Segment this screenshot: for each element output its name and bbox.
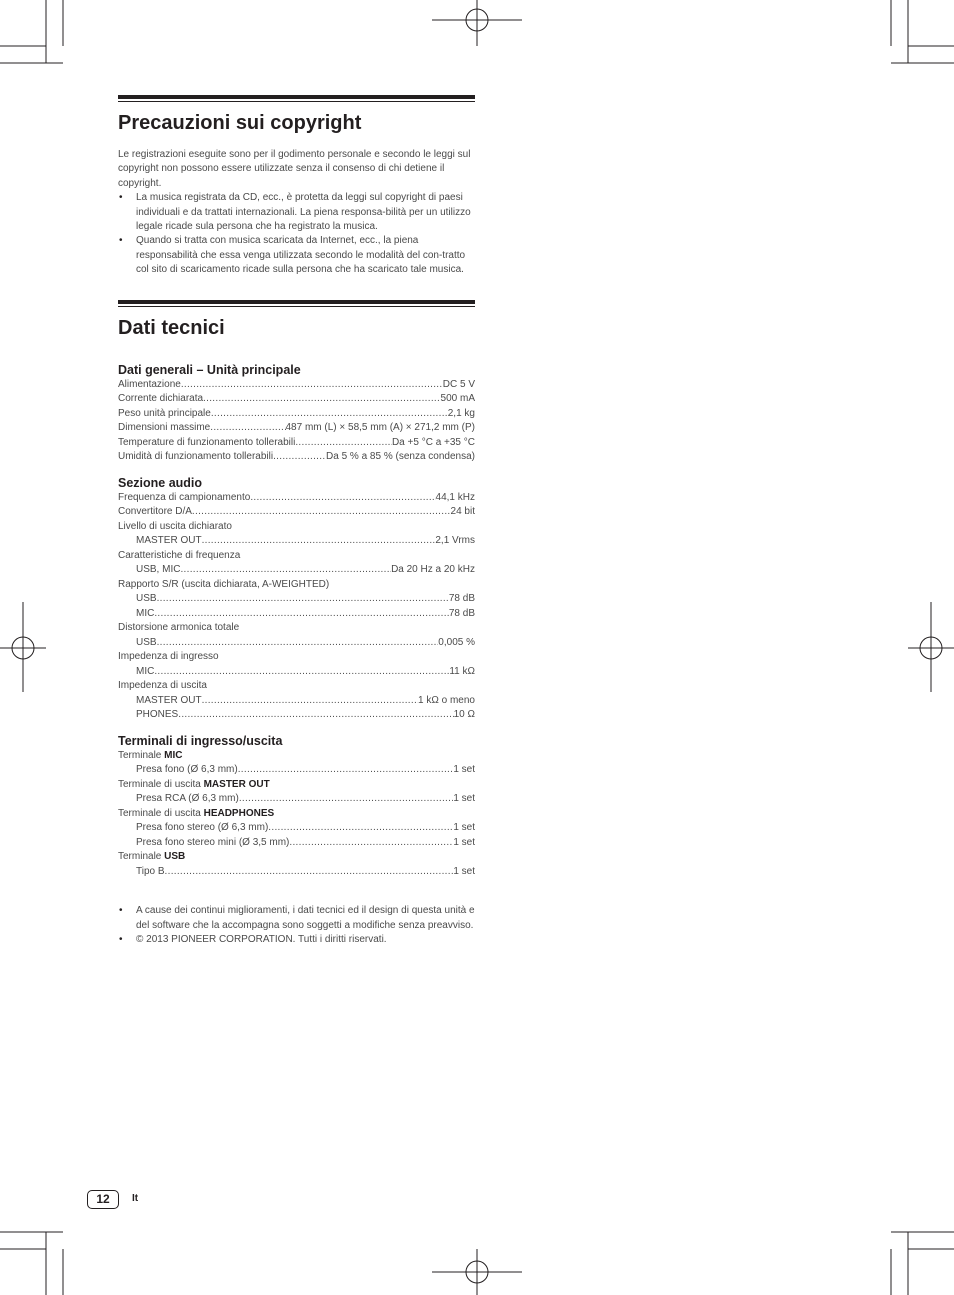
specs-title: Dati tecnici [118, 316, 225, 339]
spec-row: Alimentazione ..... DC 5 V [118, 378, 475, 393]
spec-notes [118, 904, 475, 947]
spec-row: PHONES ..... 10 Ω [118, 708, 475, 723]
list-item: • A cause dei continui miglioramenti, i dati tecnici ed il design di questa unità e del software che la accompagna sono soggetti a modifiche senza preavviso. [118, 904, 475, 933]
terminals-heading: Terminali di ingresso/uscita [118, 733, 283, 748]
section-rule-thin [118, 306, 475, 307]
audio-heading: Sezione audio [118, 475, 203, 490]
spec-row: Dimensioni massime ..... 487 mm (L) × 58,5 mm (A) × 271,2 mm (P) [118, 421, 475, 436]
section-rule [118, 95, 475, 99]
spec-label: Caratteristiche di frequenza [118, 549, 241, 561]
list-item: • © 2013 PIONEER CORPORATION. Tutti i diritti riservati. [118, 933, 475, 947]
spec-row: USB ..... 0,005 % [118, 636, 475, 651]
copyright-title: Precauzioni sui copyright [118, 112, 362, 134]
spec-row: Tipo B ..... 1 set [118, 865, 475, 880]
spec-label: Rapporto S/R (uscita dichiarata, A-WEIGHTED) [118, 578, 330, 590]
spec-label: Livello di uscita dichiarato [118, 520, 232, 532]
spec-row: MIC ..... 78 dB [118, 607, 475, 622]
spec-row: MASTER OUT ..... 2,1 Vrms [118, 534, 475, 549]
spec-row: Umidità di funzionamento tollerabili ..... Da 5 % a 85 % (senza condensa) [118, 450, 475, 465]
general-heading: Dati generali – Unità principale [118, 362, 301, 377]
terminal-label: Terminale USB [118, 851, 186, 863]
spec-row: MASTER OUT ..... 1 kΩ o meno [118, 694, 475, 709]
spec-row: Corrente dichiarata ..... 500 mA [118, 392, 475, 407]
terminal-label: Terminale MIC [118, 749, 183, 761]
content-column [118, 95, 475, 947]
spec-row: Presa fono stereo (Ø 6,3 mm) ..... 1 set [118, 821, 475, 836]
copyright-intro: Le registrazioni eseguite sono per il godimento personale e secondo le leggi sul copyright non possono essere utilizzate senza il consenso di chi detiene il copyright. [118, 149, 471, 189]
spec-row: Presa RCA (Ø 6,3 mm) ..... 1 set [118, 792, 475, 807]
section-rule [118, 300, 475, 304]
spec-row: Presa fono (Ø 6,3 mm) ..... 1 set [118, 763, 475, 778]
list-item: • La musica registrata da CD, ecc., è protetta da leggi sul copyright di paesi individuali e da trattati internazionali. La piena responsa-bilità per un utilizzo legale ricade sula persona che ha registrato la musica. [118, 191, 475, 234]
spec-row: USB, MIC ..... Da 20 Hz a 20 kHz [118, 563, 475, 578]
language-code: It [132, 1193, 139, 1204]
terminal-label: Terminale di uscita HEADPHONES [118, 807, 275, 819]
spec-row: Temperature di funzionamento tollerabili ..... Da +5 °C a +35 °C [118, 436, 475, 451]
spec-label: Distorsione armonica totale [118, 622, 240, 634]
terminal-label: Terminale di uscita MASTER OUT [118, 778, 270, 790]
spec-row: Convertitore D/A ..... 24 bit [118, 505, 475, 520]
copyright-bullets [118, 191, 475, 277]
list-item: • Quando si tratta con musica scaricata da Internet, ecc., la piena responsabilità che essa venga utilizzata secondo le modalità del con-tratto col sito di scaricamento ricade sulla persona che ha scaricato tale musica. [118, 234, 475, 277]
spec-row: Frequenza di campionamento ..... 44,1 kHz [118, 491, 475, 506]
spec-row: MIC ..... 11 kΩ [118, 665, 475, 680]
section-rule-thin [118, 101, 475, 102]
spec-label: Impedenza di ingresso [118, 651, 219, 663]
page-number: 12 [87, 1190, 119, 1209]
spec-row: Presa fono stereo mini (Ø 3,5 mm) ..... 1 set [118, 836, 475, 851]
spec-row: USB ..... 78 dB [118, 592, 475, 607]
spec-row: Peso unità principale ..... 2,1 kg [118, 407, 475, 422]
spec-label: Impedenza di uscita [118, 680, 207, 692]
